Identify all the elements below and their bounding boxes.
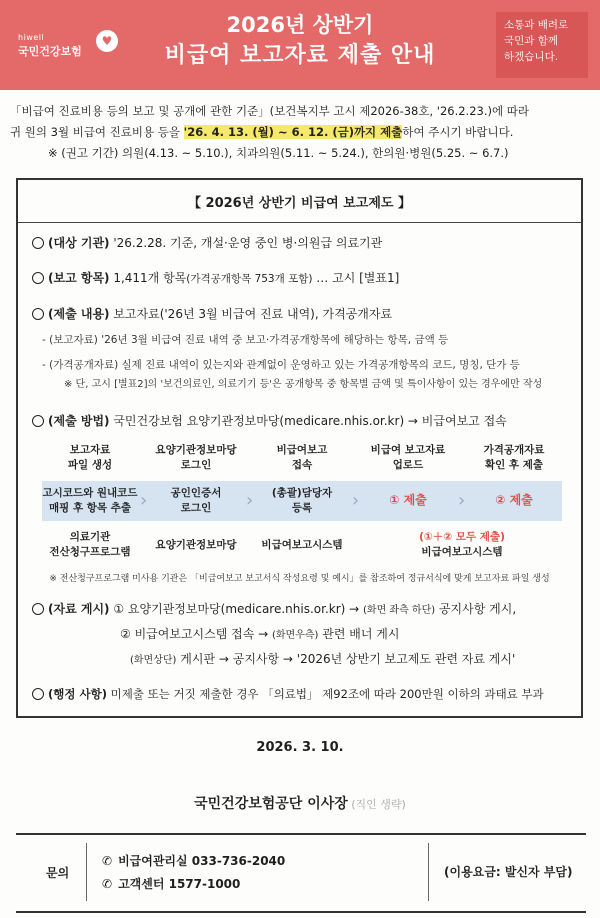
flow-detail-1-line1: 고시코드와 원내코드	[42, 487, 138, 499]
circle-bullet-icon	[32, 237, 44, 249]
items-tail: … 고시 [별표1]	[312, 271, 400, 285]
circle-bullet-icon	[32, 272, 44, 284]
circle-bullet-icon	[32, 603, 44, 615]
flow-step-3-line1: 비급여보고	[276, 444, 328, 456]
signature-line	[0, 793, 600, 813]
intro-line3: ※ (권고 기간) 의원(4.13. ~ 5.10.), 치과의원(5.11. ~ 5.24.), 한의원·병원(5.25. ~ 6.7.)	[48, 146, 509, 160]
flow-step-2-line1: 요양기관정보마당	[155, 444, 237, 456]
flow-detail-3-line1: (총괄)담당자	[271, 487, 333, 499]
flow-step-1	[42, 443, 138, 473]
flow-step-5	[466, 443, 562, 473]
flow-step-2	[148, 443, 244, 473]
target-label: (대상 기관)	[48, 236, 110, 250]
posting-line2a: ② 비급여보고시스템 접속 →	[120, 627, 272, 641]
flow-step-4-line2: 업로드	[392, 459, 424, 471]
flow-step-3	[254, 443, 350, 473]
logo-main-text: 국민건강보험	[18, 45, 82, 58]
flow-detail-2-line2: 로그인	[180, 502, 212, 514]
circle-bullet-icon	[32, 415, 44, 427]
sign-main: 국민건강보험공단 이사장	[194, 796, 348, 812]
divider	[428, 843, 429, 901]
posting-line1b: (화면 좌측 하단)	[363, 605, 436, 616]
posting-line1c: 공지사항 게시,	[435, 602, 517, 616]
posting-line1a: ① 요양기관정보마당(medicare.nhis.or.kr) →	[109, 602, 364, 616]
contact-line1	[102, 852, 285, 869]
box-divider	[18, 222, 581, 223]
flow-system-3: 비급여보고시스템	[261, 539, 343, 551]
flow-system-1	[42, 530, 138, 560]
posting-line2b: (화면우측)	[272, 630, 319, 641]
flow-step-1-line1: 보고자료	[69, 444, 111, 456]
target-text: '26.2.28. 기준, 개설·운영 중인 병·의원급 의료기관	[109, 236, 383, 250]
slogan-line3: 하겠습니다.	[504, 51, 559, 63]
flow-step-3-line2: 접속	[291, 459, 313, 471]
contact2-text: 고객센터 1577-1000	[118, 877, 241, 891]
flow-detail-3	[254, 486, 350, 516]
posting-label: (자료 게시)	[48, 602, 110, 616]
content-label: (제출 내용)	[48, 307, 110, 321]
intro-line2	[10, 122, 592, 143]
admin-text: 미제출 또는 거짓 제출한 경우 「의료법」 제92조에 따라 200만원 이하의 과태료 부과	[106, 687, 544, 701]
arrow-right-icon: ›	[458, 490, 466, 511]
arrow-right-icon: ›	[352, 490, 360, 511]
flow-detail-2-line1: 공인인증서	[170, 487, 222, 499]
contact-footer	[16, 833, 586, 913]
issue-date: 2026. 3. 10.	[256, 740, 344, 755]
deadline-highlight: '26. 4. 13. (월) ~ 6. 12. (금)까지 제출	[183, 125, 403, 139]
flow-detail-2	[148, 486, 244, 516]
flow-system-4-line1: (①＋② 모두 제출)	[419, 531, 505, 543]
flow-step-5-line2: 확인 후 제출	[484, 459, 544, 471]
phone-icon: ✆	[102, 854, 113, 868]
item-posting	[32, 600, 516, 620]
circle-bullet-icon	[32, 308, 44, 320]
title-line2: 비급여 보고자료 제출 안내	[164, 43, 436, 68]
posting-line3	[130, 650, 515, 670]
flow-detail-5: ② 제출	[495, 493, 533, 507]
flow-detail-1	[42, 486, 138, 516]
item-report-items	[32, 269, 399, 288]
intro-line2-before: 귀 원의 3월 비급여 진료비용 등을	[10, 125, 184, 139]
method-text: 국민건강보험 요양기관정보마당(medicare.nhis.or.kr) → 비급여보고 접속	[109, 414, 507, 428]
flow-system-1-line1: 의료기관	[69, 531, 111, 543]
flow-step-4	[360, 443, 456, 473]
item-admin	[32, 685, 544, 703]
flow-system-1-line2: 전산청구프로그램	[49, 546, 131, 558]
slogan-box	[496, 12, 588, 78]
flow-band	[42, 481, 562, 521]
slogan-line2: 국민과 함께	[504, 35, 559, 47]
reporting-system-box	[16, 178, 583, 718]
posting-line3b: 게시판 → 공지사항 → '2026년 상반기 보고제도 관련 자료 게시'	[176, 652, 516, 666]
intro-text	[10, 101, 592, 164]
flow-footnote: ※ 전산청구프로그램 미사용 기관은 「비급여보고 보고서식 작성요령 및 예시」를 참조하여 정규서식에 맞게 보고자료 파일 생성	[49, 574, 550, 584]
contact-line2	[102, 875, 240, 892]
flow-step-4-line1: 비급여 보고자료	[370, 444, 446, 456]
method-label: (제출 방법)	[48, 414, 110, 428]
content-sub2: - (가격공개자료) 실제 진료 내역이 있는지와 관계없이 운영하고 있는 가격공개항목의 코드, 명칭, 단가 등	[42, 359, 520, 371]
items-paren: (가격공개항목 753개 포함)	[186, 273, 313, 285]
heart-icon: ♥	[96, 30, 118, 52]
intro-line1: 「비급여 진료비용 등의 보고 및 공개에 관한 기준」(보건복지부 고시 제2026-38호, '26.2.23.)에 따라	[10, 104, 529, 118]
slogan-line1: 소통과 배려로	[504, 19, 569, 31]
divider	[86, 843, 87, 901]
logo-small-text: hiwell	[18, 33, 45, 42]
flow-system-4-line2: 비급여보고시스템	[421, 546, 503, 558]
phone-icon: ✆	[102, 877, 113, 891]
flow-step-2-line2: 로그인	[180, 459, 212, 471]
flow-detail-3-line2: 등록	[291, 502, 313, 514]
intro-line2-after: 하여 주시기 바랍니다.	[402, 125, 514, 139]
item-method	[32, 412, 507, 430]
header-banner	[0, 0, 600, 90]
content-sub3: ※ 단, 고시 [별표2]의 '보건의료인, 의료기기 등'은 공개항목 중 항목별 금액 및 특이사항이 있는 경우에만 작성	[64, 379, 543, 390]
posting-line3a: (화면상단)	[130, 655, 177, 666]
arrow-right-icon: ›	[140, 490, 148, 511]
flow-system-4	[387, 530, 537, 560]
item-target	[32, 234, 382, 252]
content-sub1: - (보고자료) '26년 3월 비급여 진료 내역 중 보고·가격공개항목에 해당하는 항목, 금액 등	[42, 334, 449, 346]
flow-detail-4: ① 제출	[389, 493, 427, 507]
posting-line2	[120, 625, 399, 645]
item-content	[32, 305, 392, 323]
sign-seal: (직인 생략)	[347, 798, 406, 811]
flow-step-5-line1: 가격공개자료	[483, 444, 545, 456]
flow-system-2: 요양기관정보마당	[155, 539, 237, 551]
contact1-text: 비급여관리실 033-736-2040	[118, 854, 286, 868]
arrow-right-icon: ›	[246, 490, 254, 511]
flow-detail-1-line2: 매핑 후 항목 추출	[49, 502, 131, 514]
items-label: (보고 항목)	[48, 271, 110, 285]
fee-note: (이용요금: 발신자 부담)	[444, 865, 573, 879]
box-title: 【 2026년 상반기 비급여 보고제도 】	[188, 196, 411, 211]
circle-bullet-icon	[32, 688, 44, 700]
items-text: 1,411개 항목	[109, 271, 187, 285]
flow-step-1-line2: 파일 생성	[67, 459, 113, 471]
content-text: 보고자료('26년 3월 비급여 진료 내역), 가격공개자료	[109, 307, 393, 321]
posting-line2c: 관련 배너 게시	[318, 627, 400, 641]
contact-label: 문의	[46, 866, 70, 880]
admin-label: (행정 사항)	[48, 687, 107, 701]
title-line1: 2026년 상반기	[226, 13, 374, 37]
